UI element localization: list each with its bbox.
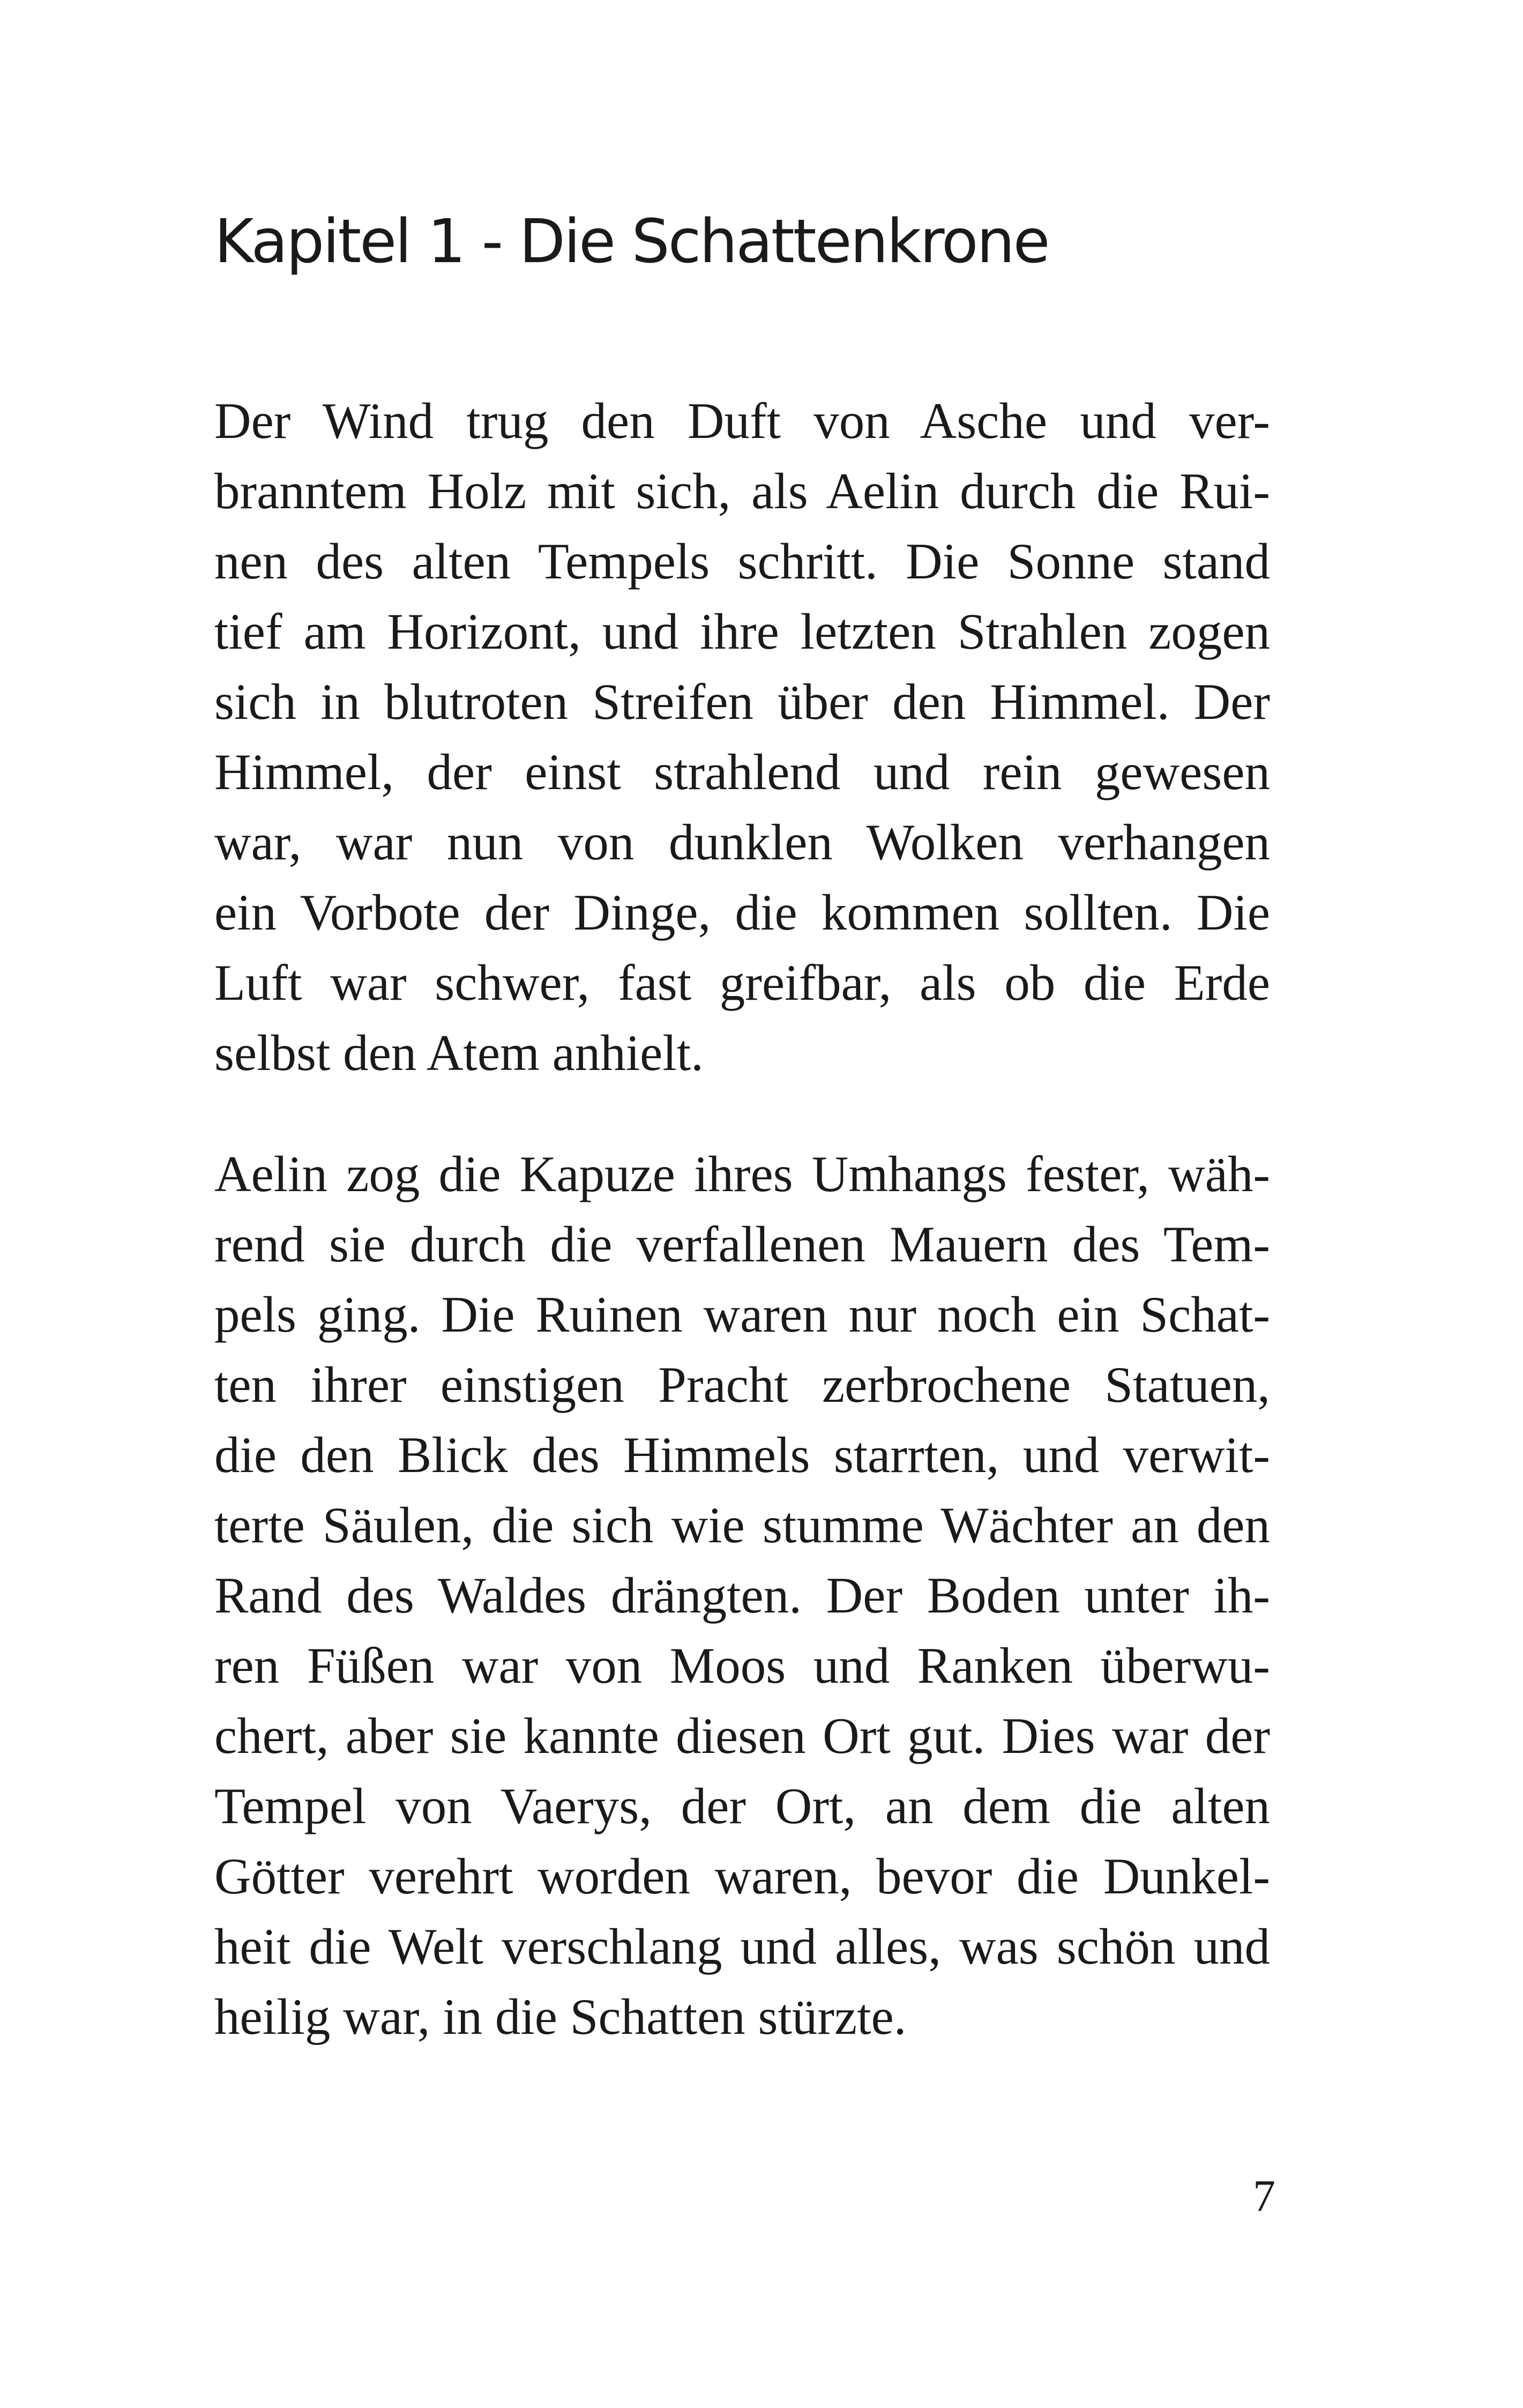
paragraph-1 — [214, 386, 1270, 1088]
text-line: Götter verehrt worden waren, bevor die Dunkel- — [214, 1848, 1270, 1905]
text-line: Tempel von Vaerys, der Ort, an dem die alten — [214, 1778, 1270, 1834]
text-line: Luft war schwer, fast greifbar, als ob die Erde — [214, 954, 1270, 1011]
text-line: tief am Horizont, und ihre letzten Strahlen zogen — [214, 603, 1270, 660]
text-line: nen des alten Tempels schritt. Die Sonne stand — [214, 533, 1270, 590]
paragraph-gap — [214, 1088, 1270, 1139]
text-line: ten ihrer einstigen Pracht zerbrochene Statuen, — [214, 1356, 1270, 1413]
body-text — [214, 386, 1270, 2052]
text-line: pels ging. Die Ruinen waren nur noch ein Schat- — [214, 1286, 1270, 1343]
text-line: ein Vorbote der Dinge, die kommen sollten. Die — [214, 884, 1270, 941]
text-line: die den Blick des Himmels starrten, und verwit- — [214, 1426, 1270, 1483]
text-line: heit die Welt verschlang und alles, was schön und — [214, 1918, 1270, 1975]
text-line: heilig war, in die Schatten stürzte. — [214, 1988, 907, 2045]
text-line: war, war nun von dunklen Wolken verhangen — [214, 814, 1270, 871]
paragraph-2 — [214, 1139, 1270, 2052]
text-line: ren Füßen war von Moos und Ranken überwu- — [214, 1637, 1270, 1694]
text-line: chert, aber sie kannte diesen Ort gut. Dies war der — [214, 1707, 1270, 1764]
text-line: Himmel, der einst strahlend und rein gewesen — [214, 744, 1270, 800]
text-line: Aelin zog die Kapuze ihres Umhangs fester, wäh- — [214, 1146, 1270, 1202]
text-line: selbst den Atem anhielt. — [214, 1024, 704, 1081]
text-line: rend sie durch die verfallenen Mauern des Tem- — [214, 1216, 1270, 1273]
text-line: sich in blutroten Streifen über den Himmel. Der — [214, 673, 1270, 730]
chapter-title: Kapitel 1 - Die Schattenkrone — [214, 207, 1049, 277]
text-line: branntem Holz mit sich, als Aelin durch die Rui- — [214, 463, 1270, 519]
text-line: terte Säulen, die sich wie stumme Wächter an den — [214, 1497, 1270, 1554]
page-number: 7 — [1253, 2171, 1275, 2221]
text-line: Der Wind trug den Duft von Asche und ver- — [214, 392, 1270, 449]
text-line: Rand des Waldes drängten. Der Boden unter ih- — [214, 1567, 1270, 1624]
